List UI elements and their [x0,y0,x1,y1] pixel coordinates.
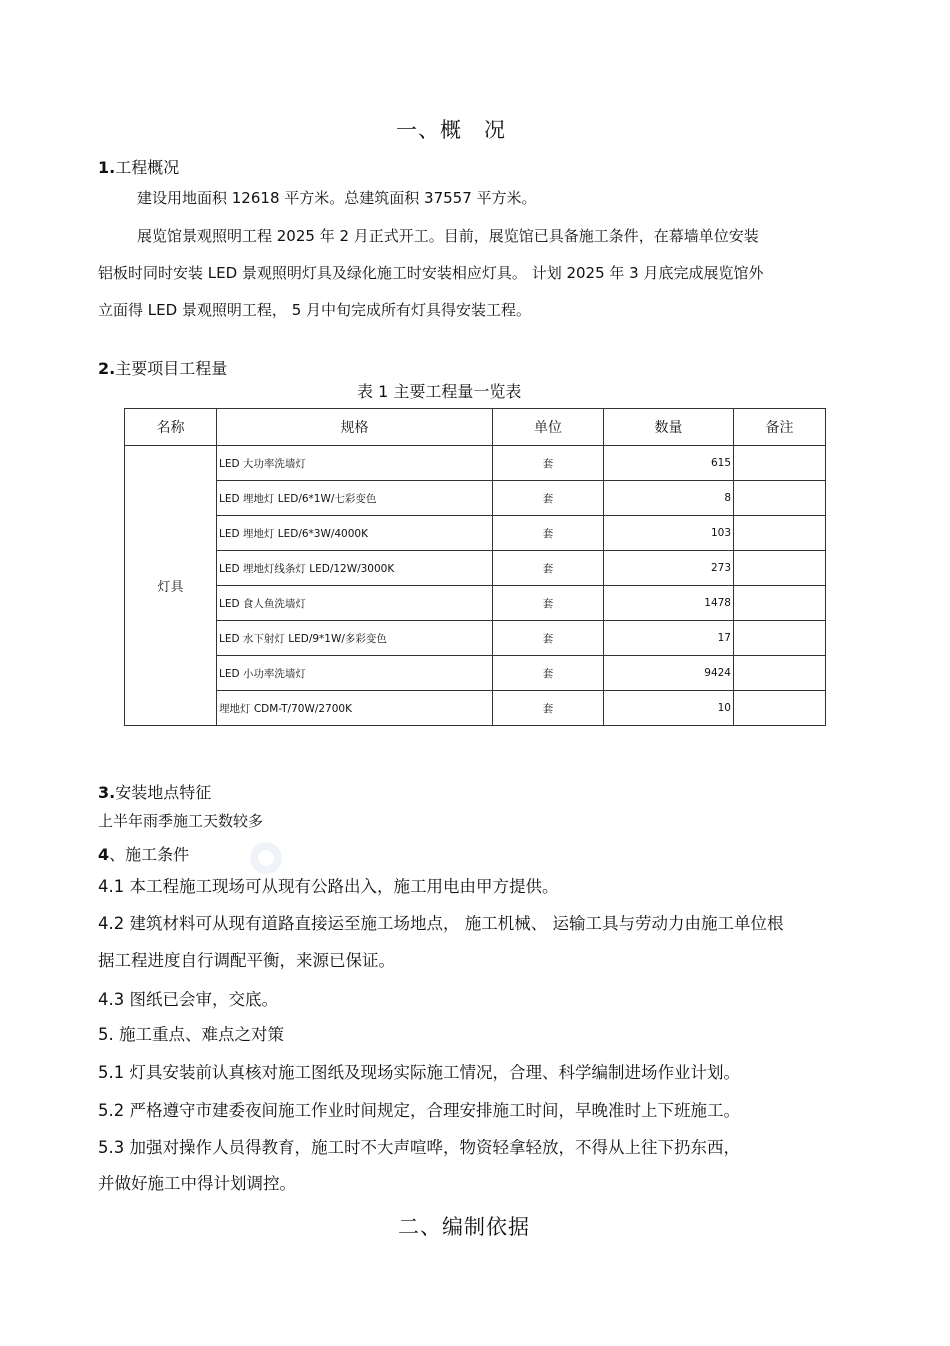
heading-main-quantities [98,356,227,379]
paragraph-5-2: 5.2 严格遵守市建委夜间施工作业时间规定，合理安排施工时间，早晚准时上下班施工。 [98,1101,740,1120]
paragraph-schedule-line1: 展览馆景观照明工程 2025 年 2 月正式开工。目前，展览馆已具备施工条件，在幕墙单位安装 [137,227,759,245]
header-note: 备注 [734,409,826,446]
heading-number: 1. [98,158,116,177]
paragraph-4-2-line2: 据工程进度自行调配平衡，来源已保证。 [98,951,395,970]
note-cell [734,481,826,516]
note-cell [734,656,826,691]
table-row [125,516,826,551]
unit-cell: 套 [493,586,604,621]
qty-cell: 1478 [604,586,734,621]
unit-cell: 套 [493,621,604,656]
qty-cell: 273 [604,551,734,586]
note-cell [734,586,826,621]
note-cell [734,691,826,726]
heading-conditions [98,842,189,865]
header-quantity: 数量 [604,409,734,446]
header-spec: 规格 [217,409,493,446]
qty-cell: 10 [604,691,734,726]
header-unit: 单位 [493,409,604,446]
heading-number: 2. [98,359,116,378]
table-row [125,656,826,691]
heading-label: 安装地点特征 [115,783,212,802]
watermark-icon [246,838,286,878]
table-caption: 表 1 主要工程量一览表 [357,382,522,401]
paragraph-5-3-line1: 5.3 加强对操作人员得教育，施工时不大声喧哗，物资轻拿轻放，不得从上往下扔东西， [98,1138,740,1157]
spec-cell: LED 大功率洗墙灯 [217,446,493,481]
table-row [125,621,826,656]
unit-cell: 套 [493,691,604,726]
table-row [125,481,826,516]
qty-cell: 8 [604,481,734,516]
heading-project-overview [98,155,179,178]
note-cell [734,551,826,586]
spec-cell: 埋地灯 CDM-T/70W/2700K [217,691,493,726]
heading-install-site [98,780,211,803]
unit-cell: 套 [493,446,604,481]
header-name: 名称 [125,409,217,446]
table-row [125,586,826,621]
section-title-overview: 一、概 况 [396,118,506,142]
spec-cell: LED 埋地灯线条灯 LED/12W/3000K [217,551,493,586]
qty-cell: 9424 [604,656,734,691]
paragraph-5-1: 5.1 灯具安装前认真核对施工图纸及现场实际施工情况，合理、科学编制进场作业计划。 [98,1063,740,1082]
spec-cell: LED 埋地灯 LED/6*3W/4000K [217,516,493,551]
paragraph-area: 建设用地面积 12618 平方米。总建筑面积 37557 平方米。 [137,189,537,207]
table-row [125,446,826,481]
heading-label: 、施工条件 [109,845,190,864]
unit-cell: 套 [493,516,604,551]
paragraph-4-2-line1: 4.2 建筑材料可从现有道路直接运至施工场地点， 施工机械、 运输工具与劳动力由施工单位根 [98,914,784,933]
paragraph-4-3: 4.3 图纸已会审，交底。 [98,990,278,1009]
spec-cell: LED 食人鱼洗墙灯 [217,586,493,621]
heading-label: 工程概况 [115,158,180,177]
spec-cell: LED 埋地灯 LED/6*1W/七彩变色 [217,481,493,516]
note-cell [734,516,826,551]
table-row [125,551,826,586]
paragraph-schedule-line2: 铝板时同时安装 LED 景观照明灯具及绿化施工时安装相应灯具。 计划 2025 年 3 月底完成展览馆外 [98,264,764,282]
note-cell [734,446,826,481]
unit-cell: 套 [493,656,604,691]
section-title-basis: 二、编制依据 [398,1215,530,1239]
unit-cell: 套 [493,551,604,586]
spec-cell: LED 小功率洗墙灯 [217,656,493,691]
note-cell [734,621,826,656]
table-row [125,691,826,726]
heading-number: 4 [98,845,110,864]
table-header-row [125,409,826,446]
heading-key-points: 5. 施工重点、难点之对策 [98,1025,284,1044]
paragraph-schedule-line3: 立面得 LED 景观照明工程， 5 月中旬完成所有灯具得安装工程。 [98,301,532,319]
spec-cell: LED 水下射灯 LED/9*1W/多彩变色 [217,621,493,656]
qty-cell: 17 [604,621,734,656]
heading-number: 3. [98,783,116,802]
qty-cell: 103 [604,516,734,551]
unit-cell: 套 [493,481,604,516]
quantity-table [124,408,826,726]
heading-label: 主要项目工程量 [115,359,228,378]
group-cell: 灯具 [125,446,217,726]
paragraph-4-1: 4.1 本工程施工现场可从现有公路出入，施工用电由甲方提供。 [98,877,559,896]
qty-cell: 615 [604,446,734,481]
paragraph-rainy-season: 上半年雨季施工天数较多 [98,812,264,830]
paragraph-5-3-line2: 并做好施工中得计划调控。 [98,1174,296,1193]
